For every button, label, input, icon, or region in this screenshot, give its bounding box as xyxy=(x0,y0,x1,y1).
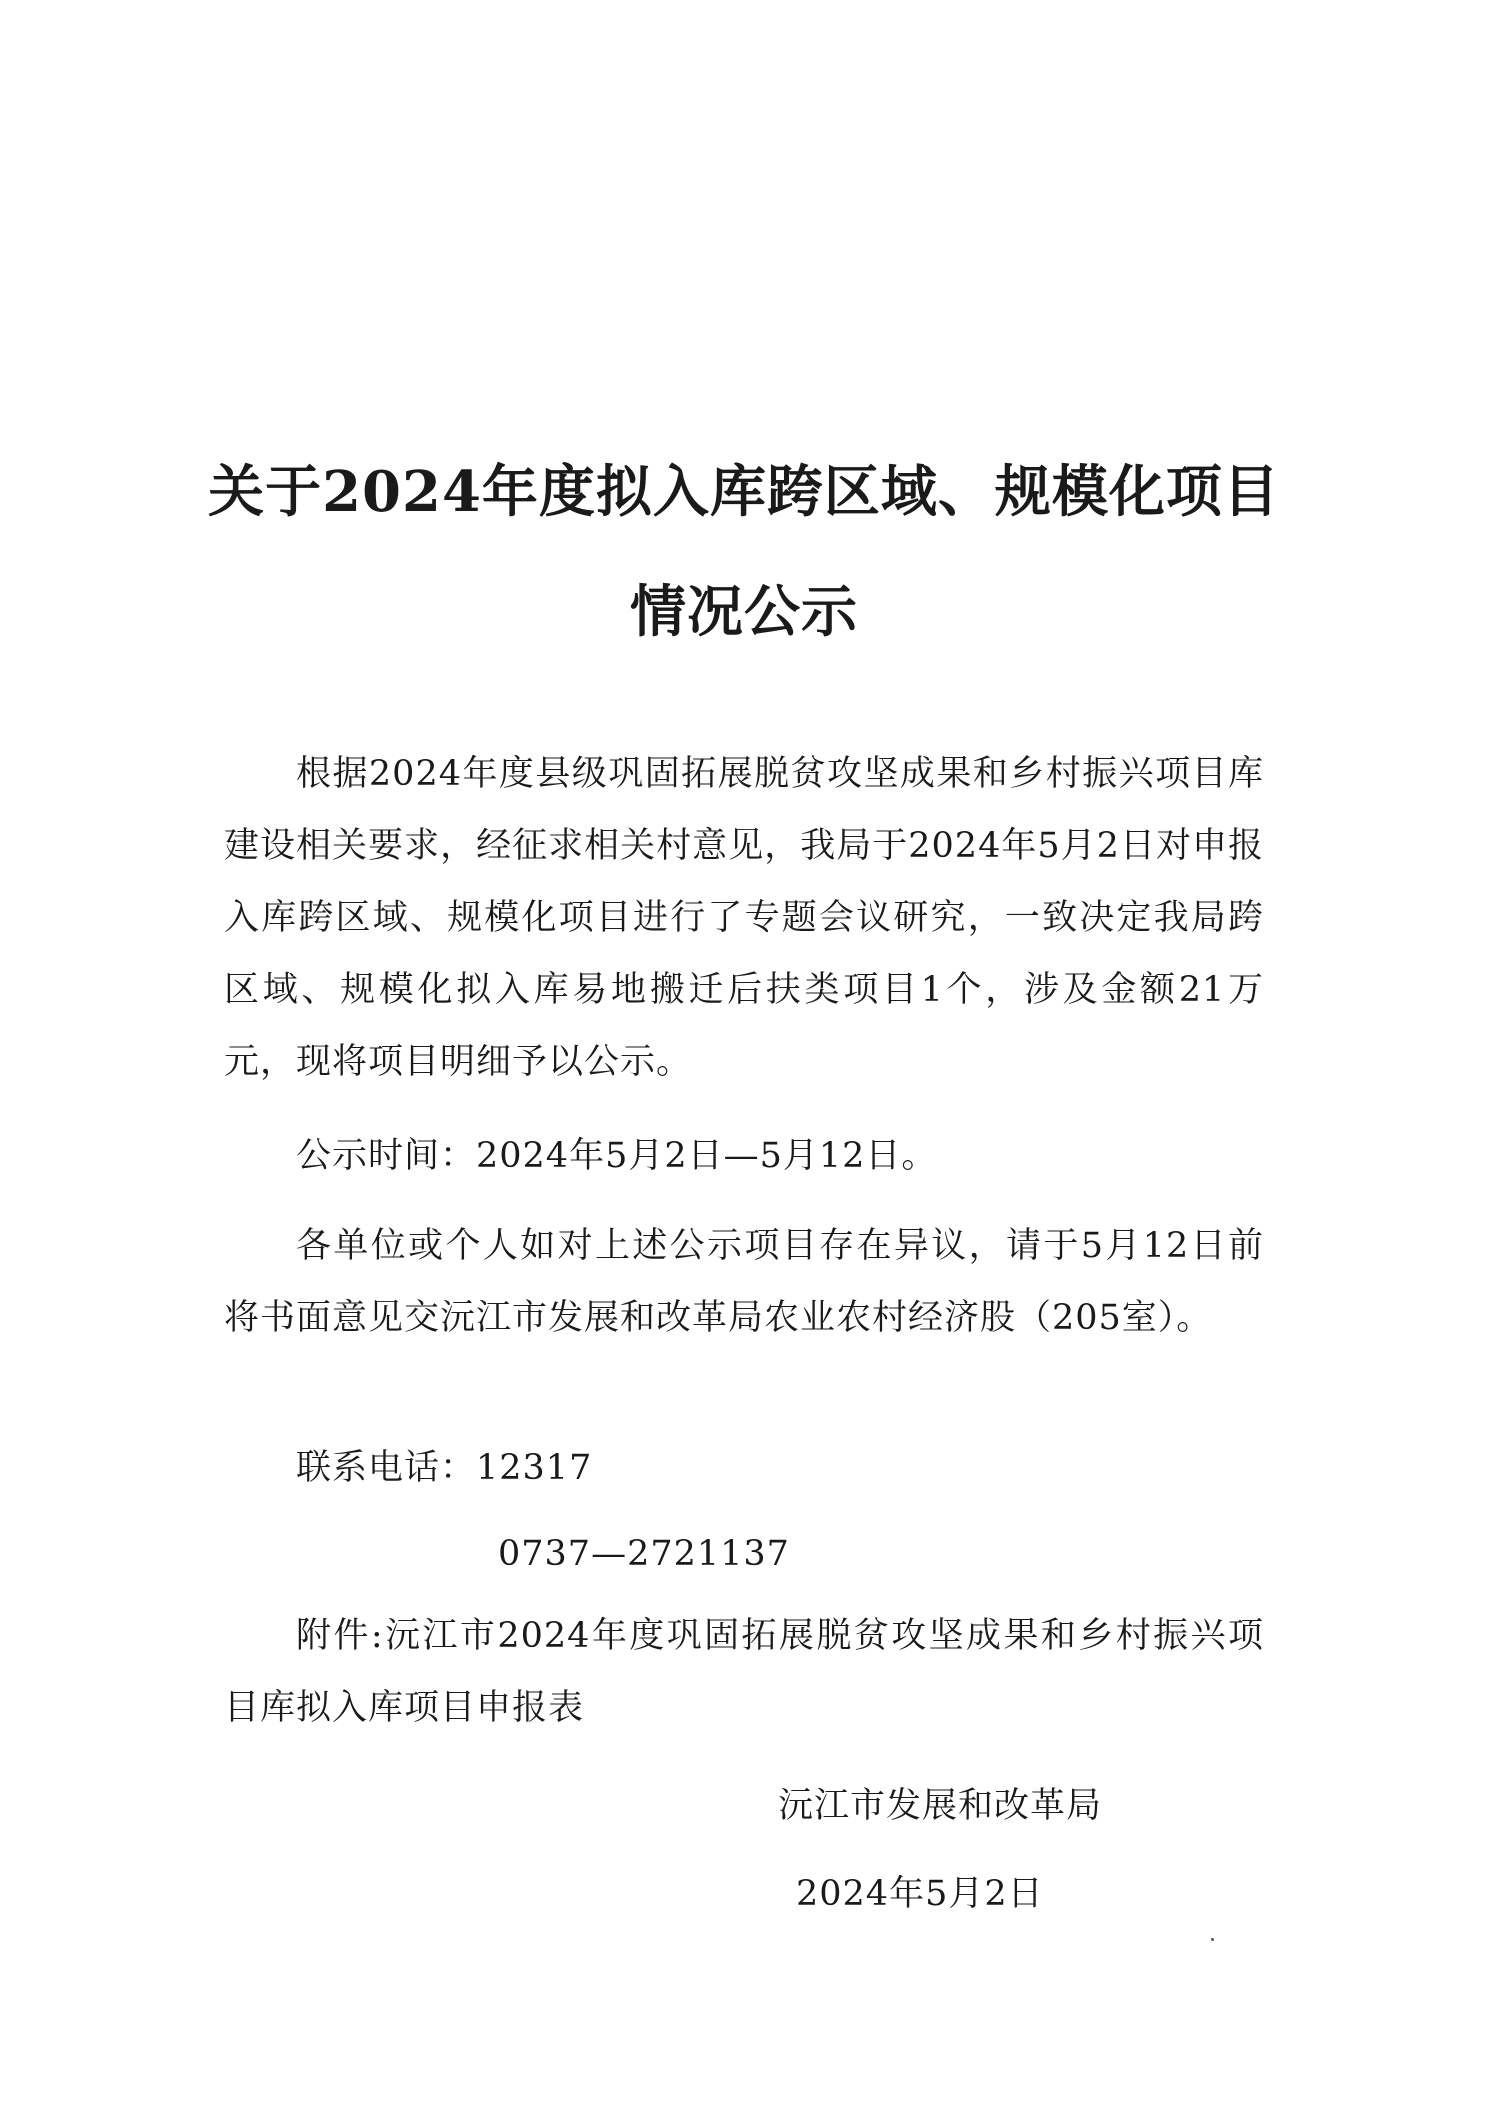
notice-period: 公示时间：2024年5月2日—5月12日。 xyxy=(296,1136,938,1176)
contact-phone-line-1: 联系电话：12317 xyxy=(296,1448,593,1488)
basis-paragraph: 根据2024年度县级巩固拓展脱贫攻坚成果和乡村振兴项目库建设相关要求，经征求相关村意见，我局于2024年5月2日对申报入库跨区域、规模化项目进行了专题会议研究，一致决定我局跨区域、规模化拟入库易地搬迁后扶类项目1个，涉及金额21万元，现将项目明细予以公示。 xyxy=(224,754,1264,1082)
attachment-note: 附件:沅江市2024年度巩固拓展脱贫攻坚成果和乡村振兴项目库拟入库项目申报表 xyxy=(224,1616,1264,1728)
issuer-signature: 沅江市发展和改革局 xyxy=(778,1786,1103,1826)
issue-date: 2024年5月2日 xyxy=(796,1874,1044,1914)
document-title-line-2: 情况公示 xyxy=(630,579,858,645)
scan-speck xyxy=(1211,1938,1214,1941)
objection-paragraph: 各单位或个人如对上述公示项目存在异议，请于5月12日前将书面意见交沅江市发展和改革局农业农村经济股（205室）。 xyxy=(224,1226,1264,1338)
document-title-line-1: 关于2024年度拟入库跨区域、规模化项目 xyxy=(208,459,1280,525)
contact-phone-line-2: 0737—2721137 xyxy=(498,1534,790,1574)
